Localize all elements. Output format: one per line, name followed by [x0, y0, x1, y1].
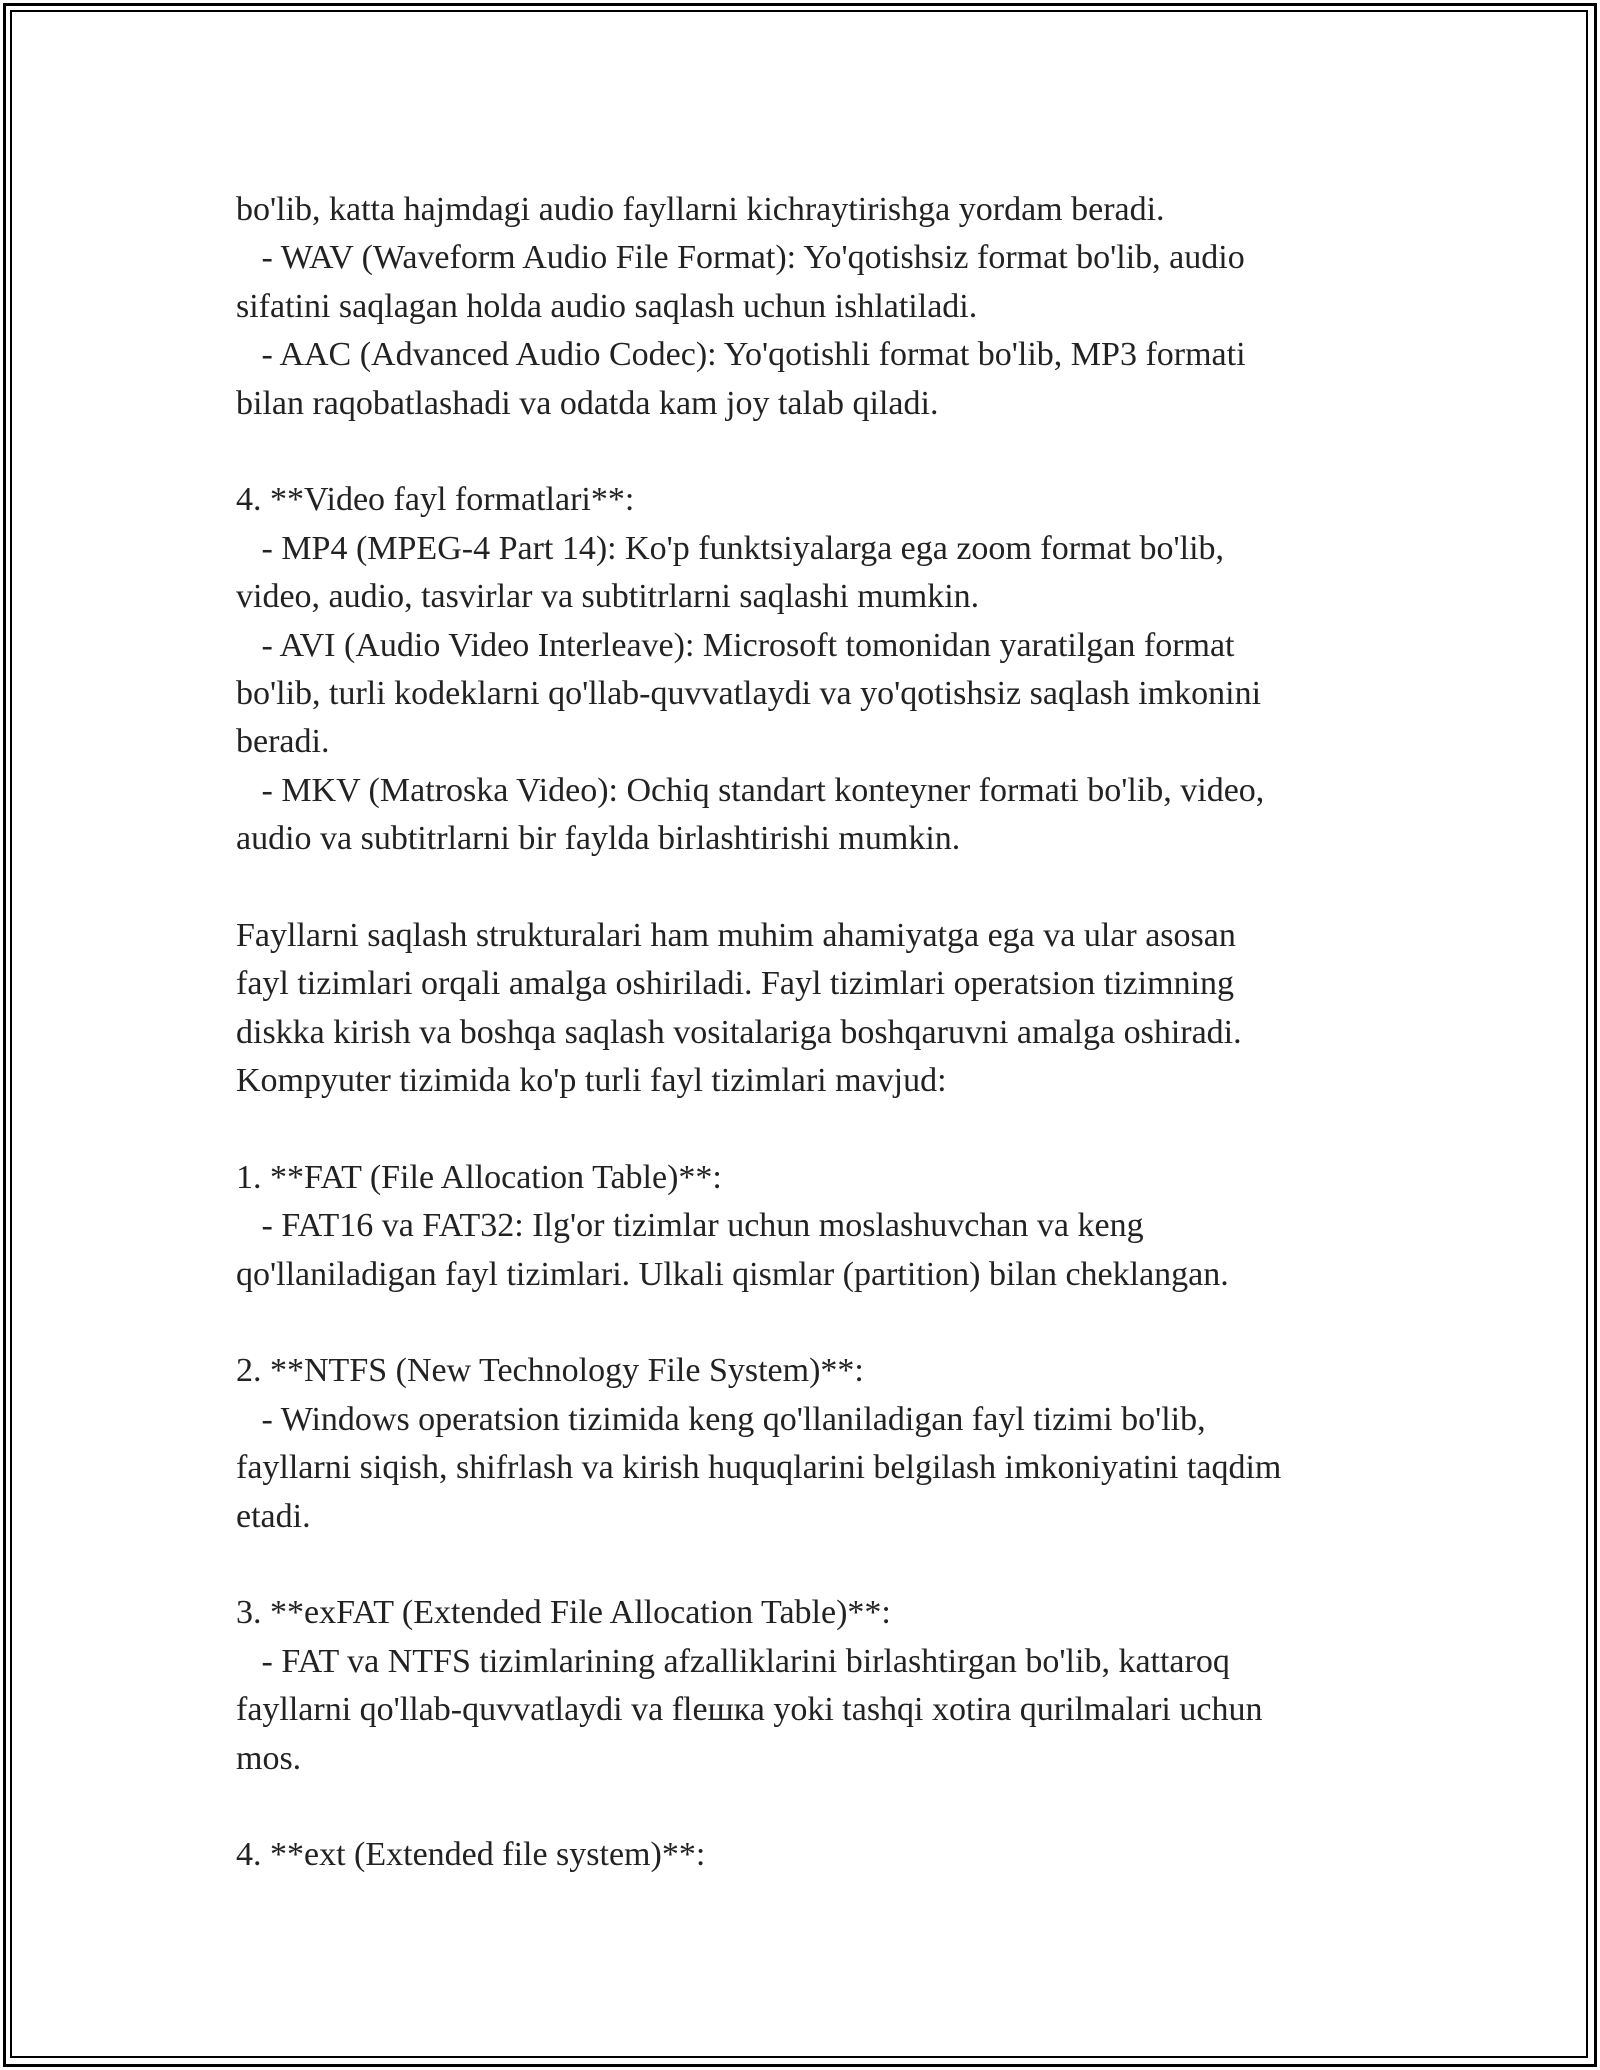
- document-body: [236, 186, 1416, 1880]
- blank-line: [236, 1783, 1416, 1831]
- text-line: - AAC (Advanced Audio Codec): Yo'qotishli format bo'lib, MP3 formati: [236, 336, 1246, 374]
- section-heading: 3. **exFAT (Extended File Allocation Table)**:: [236, 1594, 891, 1632]
- text-line: etadi.: [236, 1497, 311, 1535]
- text-line: bilan raqobatlashadi va odatda kam joy talab qiladi.: [236, 384, 939, 422]
- text-line: - AVI (Audio Video Interleave): Microsoft tomonidan yaratilgan format: [236, 626, 1235, 664]
- text-line: mos.: [236, 1739, 302, 1777]
- text-line: - MP4 (MPEG-4 Part 14): Ko'p funktsiyalarga ega zoom format bo'lib,: [236, 529, 1225, 567]
- blank-line: [236, 863, 1416, 911]
- text-line: beradi.: [236, 723, 330, 761]
- text-line: fayl tizimlari orqali amalga oshiriladi. Fayl tizimlari operatsion tizimning: [236, 965, 1235, 1003]
- blank-line: [236, 1541, 1416, 1589]
- text-line: bo'lib, turli kodeklarni qo'llab-quvvatlaydi va yo'qotishsiz saqlash imkonini: [236, 674, 1262, 712]
- section-heading: 4. **ext (Extended file system)**:: [236, 1836, 706, 1874]
- text-line: fayllarni siqish, shifrlash va kirish huquqlarini belgilash imkoniyatini taqdim: [236, 1449, 1282, 1487]
- text-line: sifatini saqlagan holda audio saqlash uchun ishlatiladi.: [236, 287, 978, 325]
- blank-line: [236, 1299, 1416, 1347]
- blank-line: [236, 1105, 1416, 1153]
- text-line: Kompyuter tizimida ko'p turli fayl tizimlari mavjud:: [236, 1062, 947, 1100]
- text-line: - WAV (Waveform Audio File Format): Yo'qotishsiz format bo'lib, audio: [236, 239, 1245, 277]
- text-line: - FAT va NTFS tizimlarining afzalliklarini birlashtirgan bo'lib, kattaroq: [236, 1642, 1230, 1680]
- text-line: Fayllarni saqlash strukturalari ham muhim ahamiyatga ega va ular asosan: [236, 916, 1236, 954]
- text-line: audio va subtitrlarni bir faylda birlashtirishi mumkin.: [236, 820, 961, 858]
- blank-line: [236, 428, 1416, 476]
- text-line: fayllarni qo'llab-quvvatlaydi va fleшка yoki tashqi xotira qurilmalari uchun: [236, 1691, 1263, 1729]
- text-line: - Windows operatsion tizimida keng qo'llaniladigan fayl tizimi bo'lib,: [236, 1400, 1206, 1438]
- text-line: - MKV (Matroska Video): Ochiq standart konteyner formati bo'lib, video,: [236, 771, 1265, 809]
- text-line: bo'lib, katta hajmdagi audio fayllarni kichraytirishga yordam beradi.: [236, 191, 1165, 228]
- text-line: video, audio, tasvirlar va subtitrlarni saqlashi mumkin.: [236, 578, 980, 616]
- section-heading: 4. **Video fayl formatlari**:: [236, 481, 635, 519]
- text-line: diskka kirish va boshqa saqlash vositalariga boshqaruvni amalga oshiradi.: [236, 1013, 1242, 1051]
- text-line: qo'llaniladigan fayl tizimlari. Ulkali qismlar (partition) bilan cheklangan.: [236, 1255, 1229, 1293]
- section-heading: 2. **NTFS (New Technology File System)**:: [236, 1352, 864, 1390]
- text-line: - FAT16 va FAT32: Ilg'or tizimlar uchun moslashuvchan va keng: [236, 1207, 1144, 1245]
- section-heading: 1. **FAT (File Allocation Table)**:: [236, 1158, 722, 1196]
